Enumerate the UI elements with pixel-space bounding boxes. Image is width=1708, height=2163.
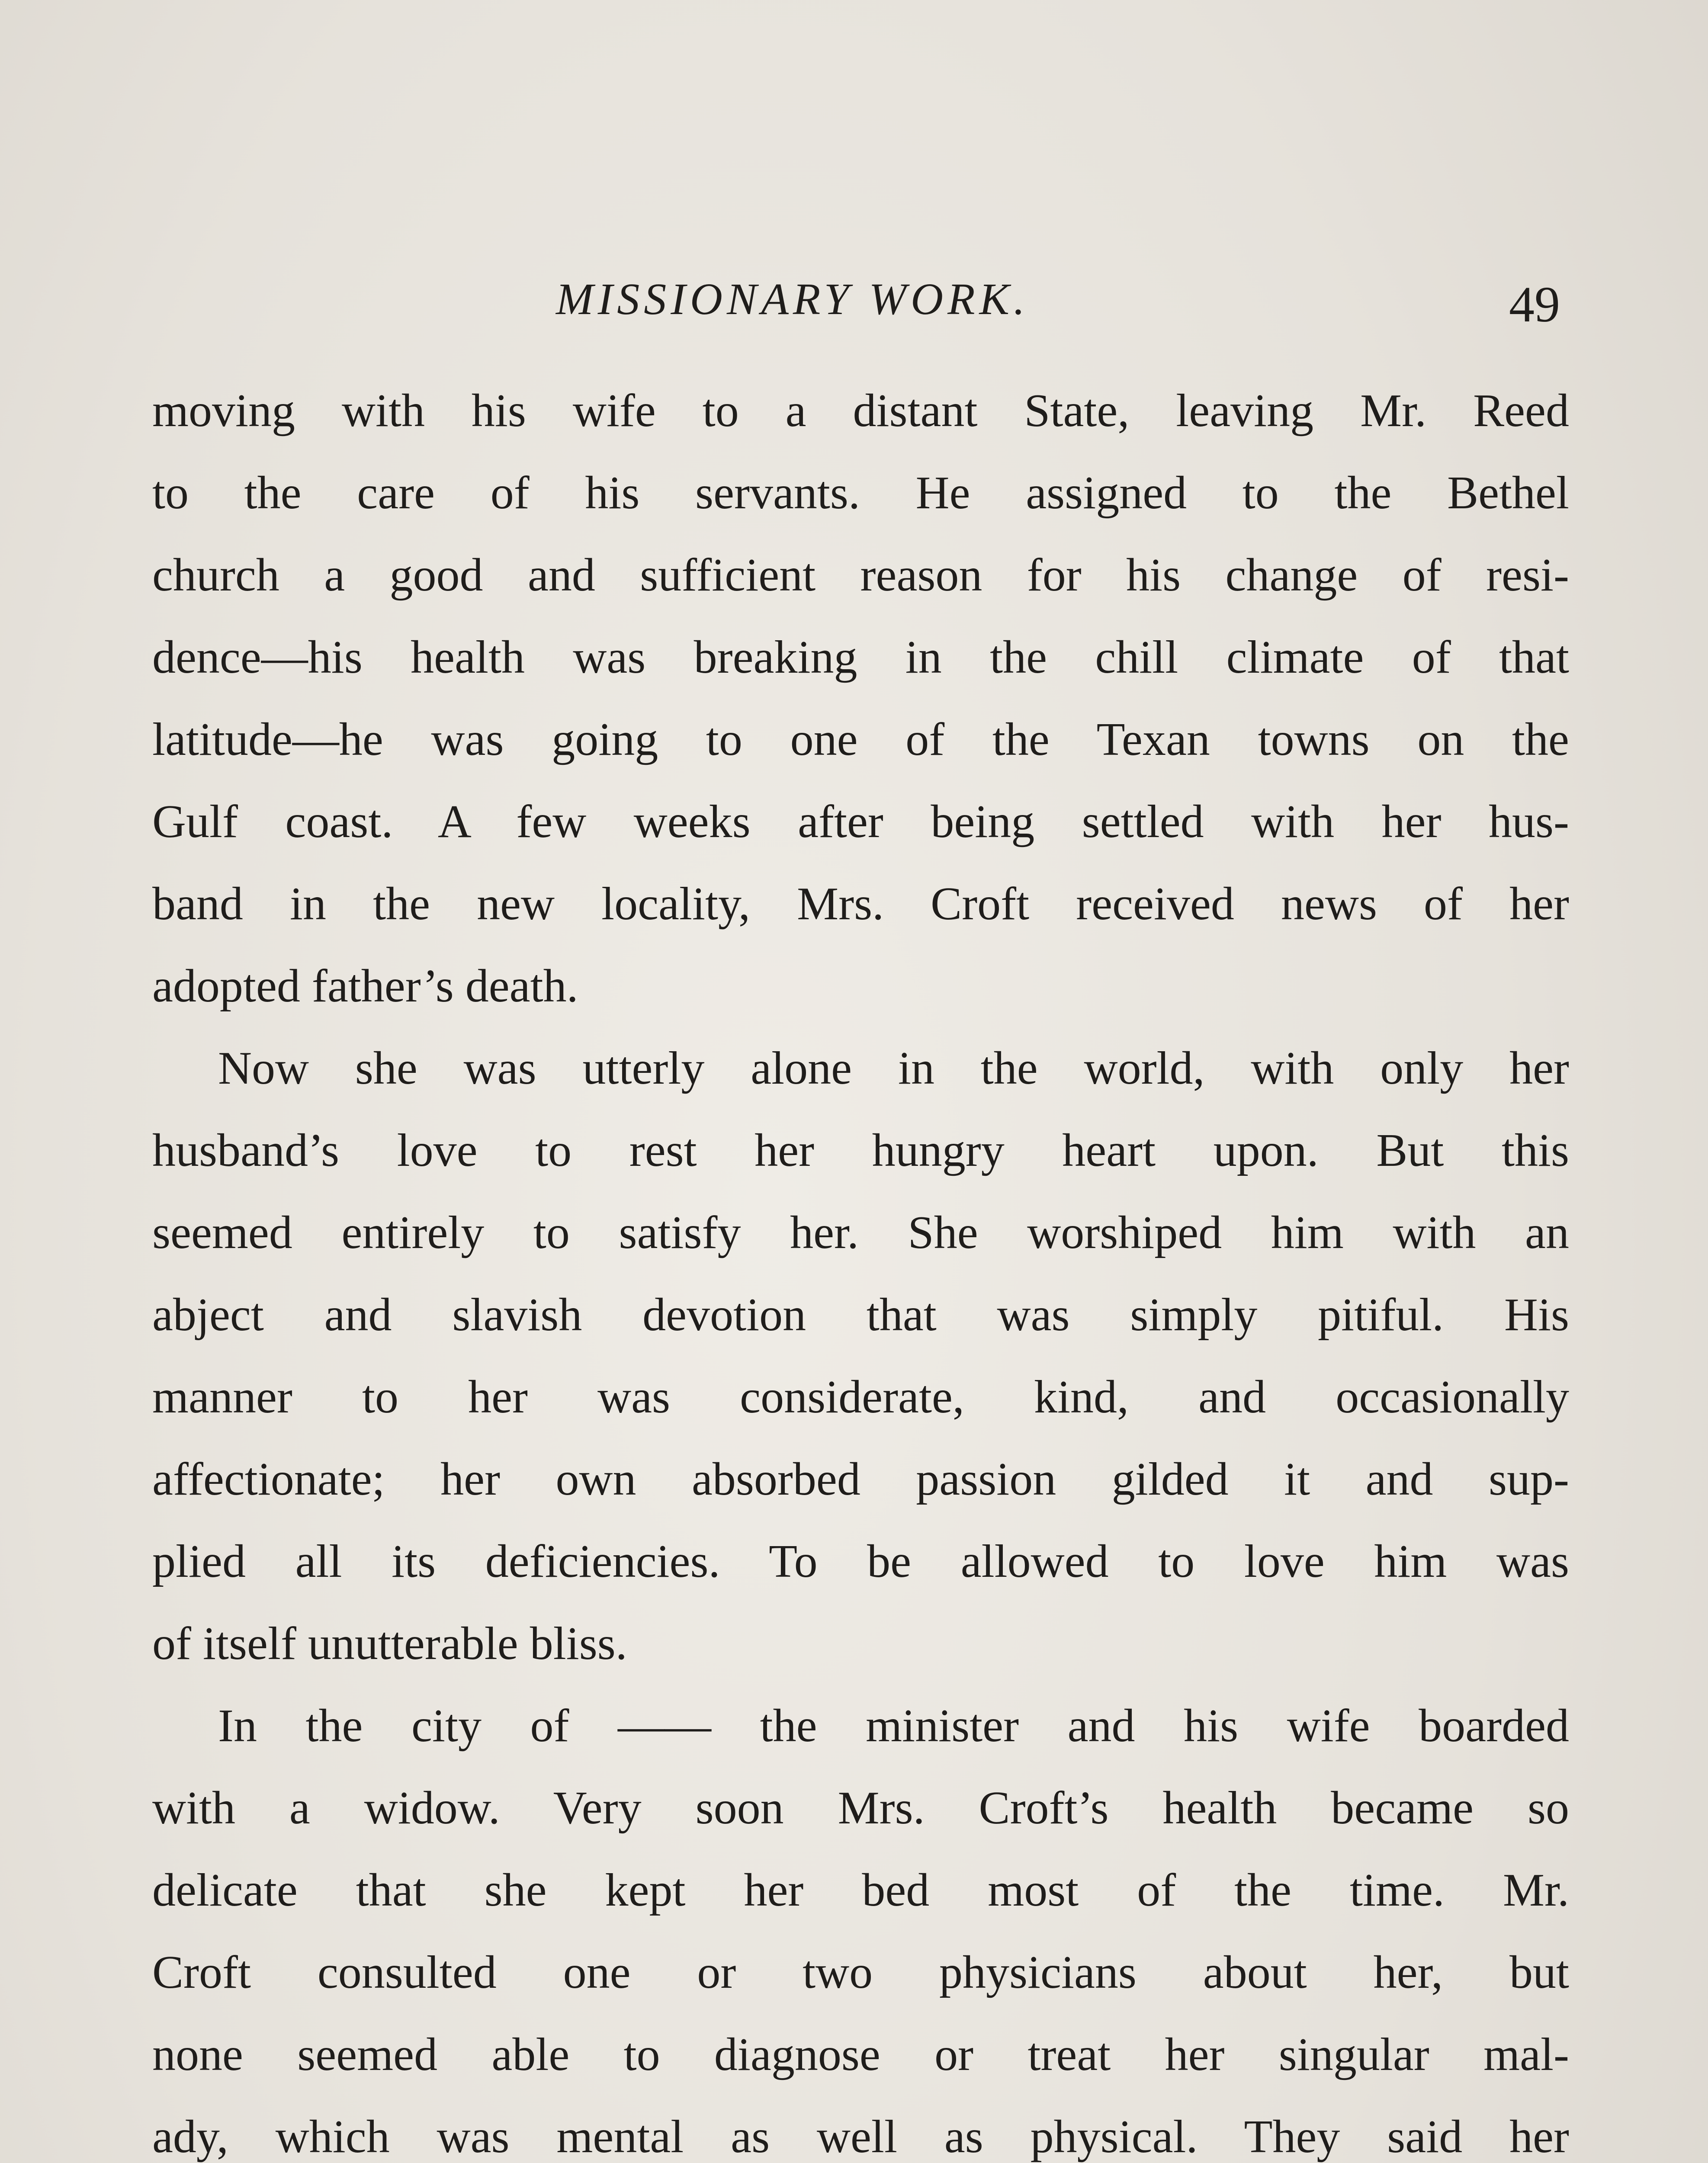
text-line: band in the new locality, Mrs. Croft received news of her xyxy=(152,878,1569,930)
text-line: adopted father’s death. xyxy=(152,960,578,1012)
text-line: abject and slavish devotion that was simply pitiful. His xyxy=(152,1289,1569,1341)
running-head: MISSIONARY WORK. xyxy=(556,274,1030,324)
text-line: manner to her was considerate, kind, and occasionally xyxy=(152,1371,1569,1423)
text-line: Now she was utterly alone in the world, with only her xyxy=(218,1043,1569,1094)
page-number: 49 xyxy=(1509,276,1560,333)
text-line: church a good and sufficient reason for his change of resi- xyxy=(152,549,1569,601)
text-line: affectionate; her own absorbed passion gilded it and sup- xyxy=(152,1454,1569,1505)
text-line: of itself unutterable bliss. xyxy=(152,1618,627,1669)
text-line: plied all its deficiencies. To be allowed to love him was xyxy=(152,1536,1569,1587)
text-line: moving with his wife to a distant State, leaving Mr. Reed xyxy=(152,385,1569,436)
text-line: Croft consulted one or two physicians about her, but xyxy=(152,1947,1569,1998)
text-line: Gulf coast. A few weeks after being settled with her hus- xyxy=(152,796,1569,847)
text-line: husband’s love to rest her hungry heart upon. But this xyxy=(152,1125,1569,1176)
text-line: dence—his health was breaking in the chill climate of that xyxy=(152,632,1569,683)
text-line: with a widow. Very soon Mrs. Croft’s health became so xyxy=(152,1782,1569,1834)
body-text xyxy=(152,370,1569,2163)
text-line: latitude—he was going to one of the Texan towns on the xyxy=(152,714,1569,765)
text-line: In the city of —— the minister and his wife boarded xyxy=(218,1700,1569,1752)
text-line: delicate that she kept her bed most of the time. Mr. xyxy=(152,1865,1569,1916)
text-line: to the care of his servants. He assigned to the Bethel xyxy=(152,467,1569,519)
text-line: none seemed able to diagnose or treat her singular mal- xyxy=(152,2029,1569,2080)
text-line: seemed entirely to satisfy her. She worshiped him with an xyxy=(152,1207,1569,1258)
text-line: ady, which was mental as well as physical. They said her xyxy=(152,2111,1569,2163)
